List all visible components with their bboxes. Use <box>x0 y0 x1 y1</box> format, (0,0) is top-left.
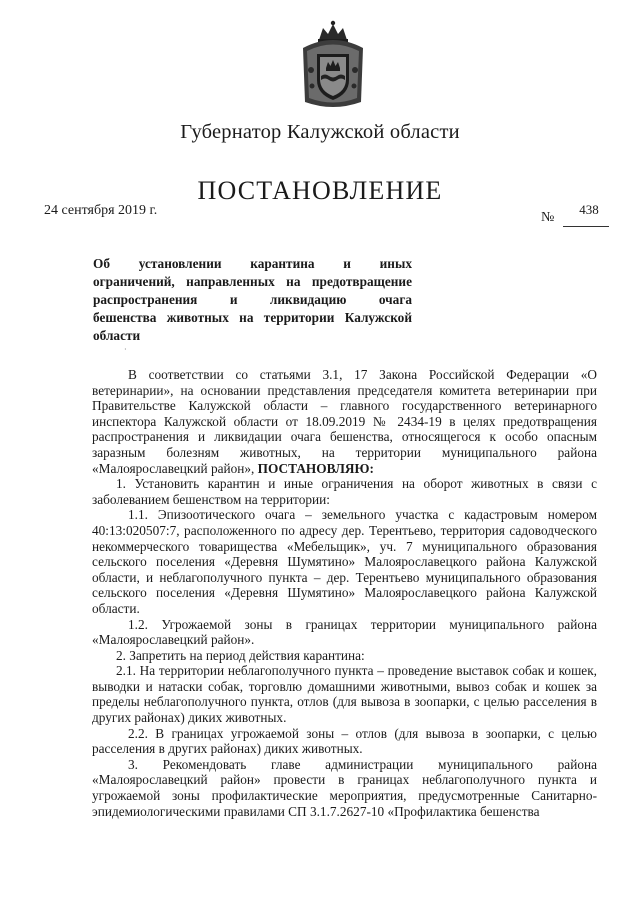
clause-2-2: 2.2. В границах угрожаемой зоны – отлов (для вывоза в зоопарки, с целью расселения в других районах) диких животных. <box>92 725 597 757</box>
clause-3: 3. Рекомендовать главе администрации муниципального района «Малоярославецкий район» провести в границах неблагополучного пункта и угрожаемой зоны профилактические мероприятия, предусмотренные Санитарно-эпидемиологическими правилами СП 3.1.7.2627-10 «Профилактика бешенства <box>92 756 597 819</box>
number-label: № <box>541 210 555 225</box>
clause-1-2: 1.2. Угрожаемой зоны в границах территории муниципального района «Малоярославецкий район». <box>92 616 597 648</box>
preamble-paragraph <box>92 367 597 476</box>
subject-line: бешенства животных на территории Калужской <box>93 310 412 325</box>
document-date: 24 сентября 2019 г. <box>44 203 158 218</box>
kaluga-coat-of-arms-icon <box>297 18 369 110</box>
scan-mark: · <box>124 345 127 354</box>
clause-1-1: 1.1. Эпизоотического очага – земельного участка с кадастровым номером 40:13:020507:7, расположенного по адресу дер. Терентьево, территория садоводческого некоммерческого товарищества «Мебельщик», уч. 7 муниципального образования сельского поселения «Деревня Шумятино» Малоярославецкого района Калужской области, и неблагополучного пункта – дер. Терентьево муниципального образования сельского поселения «Деревня Шумятино» Малоярославецкого района Калужской области. <box>92 507 597 616</box>
document-number-block <box>541 203 609 223</box>
issuing-authority: Губернатор Калужской области <box>180 121 460 143</box>
subject-line: Об установлении карантина и иных <box>93 256 412 271</box>
document-body <box>92 367 597 819</box>
subject-line: распространения и ликвидацию очага <box>93 292 412 307</box>
document-subject <box>93 255 412 345</box>
document-number: 438 <box>579 202 599 217</box>
decree-word: ПОСТАНОВЛЯЮ: <box>257 460 374 476</box>
preamble-text: В соответствии со статьями 3.1, 17 Закона Российской Федерации «О ветеринарии», на основании представления председателя комитета ветеринарии при Правительстве Калужской области – главного государственного ветеринарного инспектора Калужской области от 18.09.2019 № 2434-19 в целях предотвращения распространения и ликвидации очага бешенства, относящегося к особо опасным заразным болезням животных, на территории муниципального района «Малоярославецкий район», <box>92 367 597 476</box>
subject-line: ограничений, направленных на предотвращение <box>93 274 412 289</box>
subject-line: области <box>93 328 141 343</box>
clause-1: 1. Установить карантин и иные ограничения на оборот животных в связи с заболеванием бешенством на территории: <box>92 476 597 507</box>
clause-2-1: 2.1. На территории неблагополучного пункта – проведение выставок собак и кошек, выводки и натаски собак, торговлю домашними животными, вывоз собак и кошек за пределы неблагополучного пункта, отлов (для вывоза в зоопарки, с целью расселения в других районах) диких животных. <box>92 663 597 726</box>
document-type-title: ПОСТАНОВЛЕНИЕ <box>197 176 443 205</box>
number-underline <box>563 226 609 227</box>
clause-2: 2. Запретить на период действия карантина: <box>116 647 365 663</box>
